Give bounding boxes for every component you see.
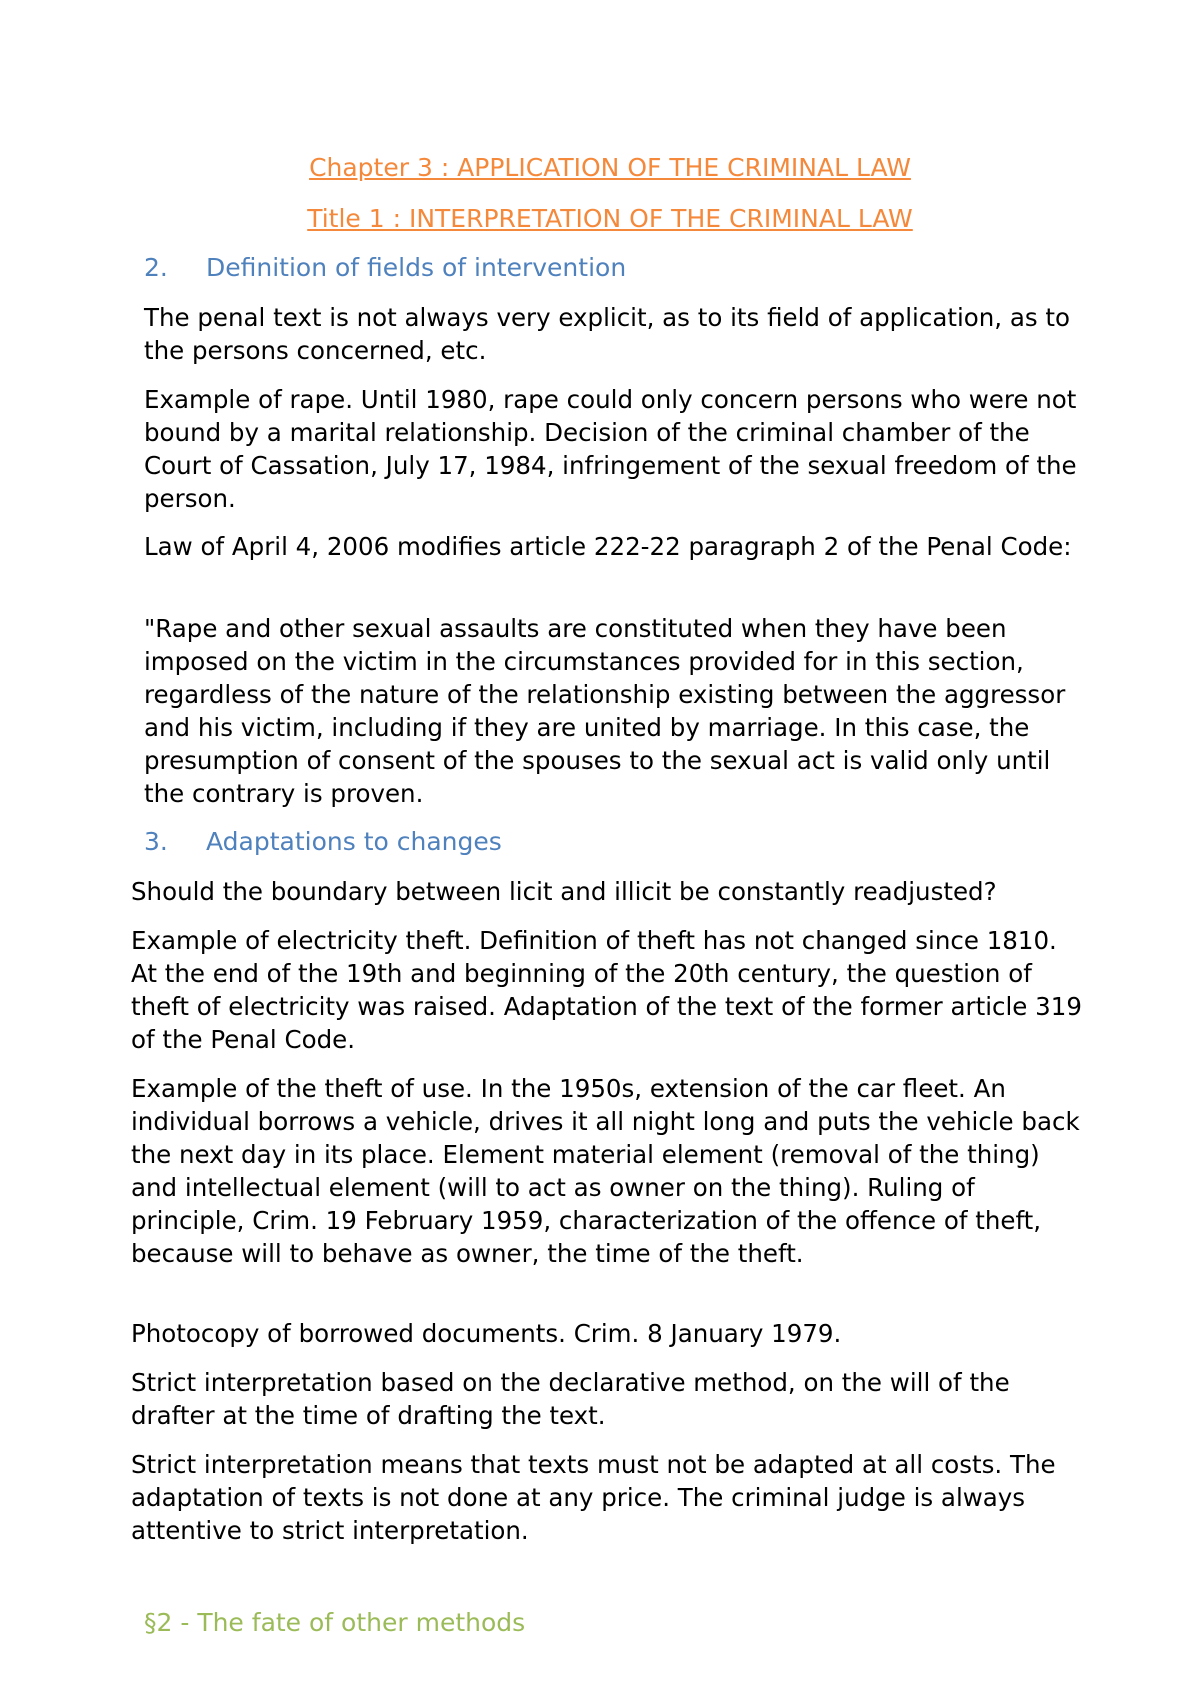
title-heading: Title 1 : INTERPRETATION OF THE CRIMINAL LAW [307, 204, 913, 233]
paragraph: Strict interpretation based on the declarative method, on the will of the drafter at the time of drafting the text. [131, 1368, 1010, 1430]
paragraph: The penal text is not always very explicit, as to its field of application, as to the persons concerned, etc. [144, 303, 1070, 365]
section-title: Definition of fields of intervention [206, 253, 627, 282]
paragraph: Photocopy of borrowed documents. Crim. 8 January 1979. [131, 1319, 842, 1348]
section-heading-2 [144, 253, 626, 283]
paragraph: Law of April 4, 2006 modifies article 222-22 paragraph 2 of the Penal Code: [144, 532, 1072, 561]
section-title: Adaptations to changes [206, 827, 502, 856]
paragraph: Example of electricity theft. Definition of theft has not changed since 1810. At the end of the 19th and beginning of the 20th century, the question of theft of electricity was raised. Adaptation of the text of the former article 319 of the Penal Code. [131, 926, 1082, 1054]
paragraph: Example of the theft of use. In the 1950s, extension of the car fleet. An individual borrows a vehicle, drives it all night long and puts the vehicle back the next day in its place. Element material element (removal of the thing) and intellectual element (will to act as owner on the thing). Ruling of principle, Crim. 19 February 1959, characterization of the offence of theft, because will to behave as owner, the time of the theft. [131, 1074, 1080, 1268]
subsection-heading: §2 - The fate of other methods [144, 1608, 526, 1637]
paragraph: Strict interpretation means that texts must not be adapted at all costs. The adaptation of texts is not done at any price. The criminal judge is always attentive to strict interpretation. [131, 1450, 1056, 1545]
paragraph: Should the boundary between licit and illicit be constantly readjusted? [131, 877, 997, 906]
section-number: 2. [144, 253, 168, 282]
section-number: 3. [144, 827, 168, 856]
section-heading-3 [144, 827, 502, 857]
quoted-paragraph: "Rape and other sexual assaults are constituted when they have been imposed on the victim in the circumstances provided for in this section, regardless of the nature of the relationship existing between the aggressor and his victim, including if they are united by marriage. In this case, the presumption of consent of the spouses to the sexual act is valid only until the contrary is proven. [144, 614, 1066, 808]
chapter-title: Chapter 3 : APPLICATION OF THE CRIMINAL LAW [309, 153, 911, 182]
paragraph: Example of rape. Until 1980, rape could only concern persons who were not bound by a marital relationship. Decision of the criminal chamber of the Court of Cassation, July 17, 1984, infringement of the sexual freedom of the person. [144, 385, 1077, 513]
